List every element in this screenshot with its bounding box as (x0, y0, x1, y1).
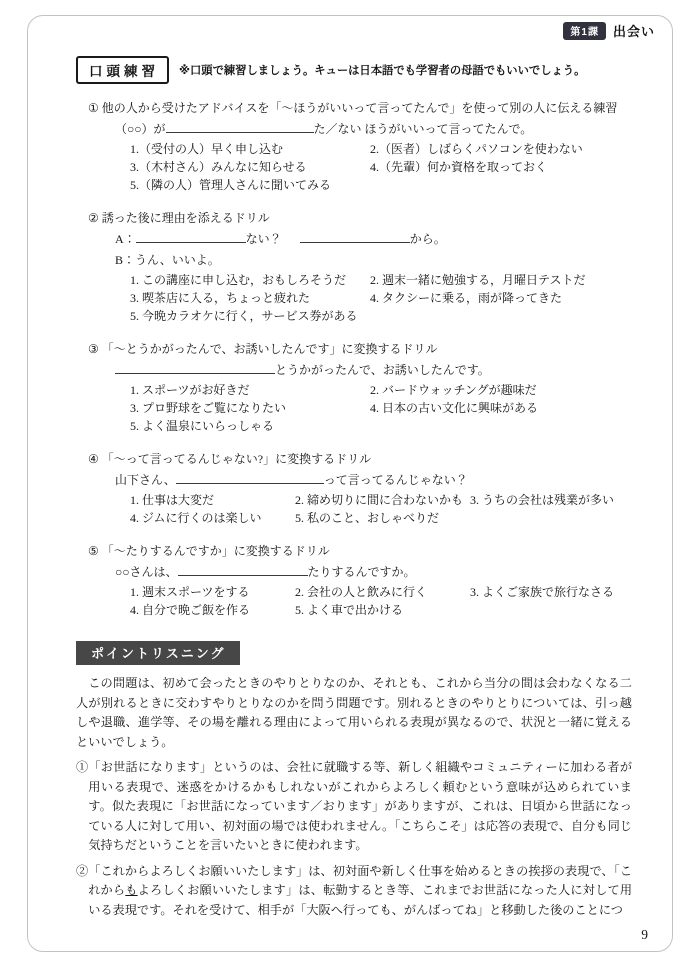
listening-paragraph-2 (76, 862, 632, 921)
listening-paragraph-1 (76, 758, 632, 856)
lesson-badge: 第1課 (563, 22, 606, 40)
cue-list (88, 491, 632, 527)
drill-number: ③ (88, 342, 99, 356)
drill-number: ④ (88, 452, 99, 466)
cue-row (130, 307, 632, 325)
cue: 1. 仕事は大変だ (130, 493, 215, 507)
drill-title: 「〜って言ってるんじゃない?」に変換するドリル (101, 452, 372, 466)
blank-line (166, 120, 314, 133)
page-number: 9 (641, 927, 648, 942)
cue: 1. この講座に申し込む，おもしろそうだ (130, 273, 347, 287)
example-text: から。 (409, 232, 446, 246)
drill-number: ① (88, 101, 99, 115)
cue: 4.（先輩）何か資格を取っておく (370, 160, 548, 174)
paragraph-text: 「お世話になります」というのは、会社に就職する等、新しく組織やコミュニティーに加わる者が用いる表現で、迷惑をかけるかもしれないがこれからよろしく頼むという意味が込められています。似た表現に「お世話になっています／おります」がありますが、これは、日頃から世話になっている人に対して用い、初対面の場では使われません。「こちらこそ」は応答の表現で、自分も同じ気持ちだということを言いたいときに使われます。 (88, 760, 633, 853)
cue: 5.（隣の人）管理人さんに聞いてみる (130, 178, 332, 192)
example-text: 山下さん、 (115, 473, 176, 487)
blank-line (136, 230, 246, 243)
drill-title-row (88, 340, 632, 358)
cue-row (130, 271, 632, 289)
drill-item-5 (76, 542, 632, 619)
example-line-b (88, 251, 632, 269)
cue-row (130, 509, 632, 527)
cue-list (88, 271, 632, 325)
cue: 2.（医者）しばらくパソコンを使わない (370, 142, 583, 156)
lesson-header (563, 21, 655, 40)
cue-row (130, 601, 632, 619)
blank-line (300, 230, 410, 243)
example-text: た／ない ほうがいいって言ってたんで。 (313, 122, 533, 136)
point-listening-heading: ポイントリスニング (76, 641, 240, 665)
cue: 2. 締め切りに間に合わないかも (295, 493, 464, 507)
point-listening-section (76, 641, 632, 920)
cue: 1.（受付の人）早く申し込む (130, 142, 284, 156)
example-line (88, 120, 632, 138)
cue-list (88, 381, 632, 435)
cue-row (130, 140, 632, 158)
cue: 5. 今晩カラオケに行く，サービス券がある (130, 309, 358, 323)
cue-row (130, 491, 632, 509)
drill-number: ② (88, 211, 99, 225)
page-content (76, 56, 632, 920)
drill-title: 他の人から受けたアドバイスを「〜ほうがいいって言ってたんで」を使って別の人に伝える練習 (101, 101, 618, 115)
cue: 4. ジムに行くのは楽しい (130, 511, 262, 525)
cue: 2. 会社の人と飲みに行く (295, 585, 428, 599)
lesson-title: 出会い (612, 24, 655, 39)
cue: 2. バードウォッチングが趣味だ (370, 383, 537, 397)
cue-row (130, 158, 632, 176)
oral-practice-header (76, 56, 632, 84)
drill-item-2 (76, 209, 632, 325)
cue: 4. 日本の古い文化に興味がある (370, 401, 539, 415)
cue-row (130, 289, 632, 307)
drill-number: ⑤ (88, 544, 99, 558)
oral-practice-heading: 口頭練習 (76, 56, 169, 84)
cue-list (88, 583, 632, 619)
cue-row (130, 176, 632, 194)
cue: 4. タクシーに乗る，雨が降ってきた (370, 291, 563, 305)
oral-practice-note: ※口頭で練習しましょう。キューは日本語でも学習者の母語でもいいでしょう。 (179, 65, 586, 77)
example-line (88, 361, 632, 379)
example-line-a (88, 230, 632, 248)
drill-item-4 (76, 450, 632, 527)
paragraph-number: ① (76, 760, 89, 775)
blank-line (178, 563, 308, 576)
paragraph-text: 「これからよろしくお願いいたします」は、初対面や新しく仕事を始めるときの挨拶の表現で、「これから (88, 863, 633, 898)
cue: 3. よくご家族で旅行なさる (470, 585, 615, 599)
cue-row (130, 583, 632, 601)
emphasized-text: も (125, 883, 138, 898)
cue: 1. 週末スポーツをする (130, 585, 250, 599)
example-text: とうかがったんで、お誘いしたんです。 (275, 363, 490, 377)
drill-item-3 (76, 340, 632, 435)
cue-row (130, 381, 632, 399)
cue: 3. プロ野球をご覧になりたい (130, 401, 287, 415)
cue: 2. 週末一緒に勉強する，月曜日テストだ (370, 273, 586, 287)
drill-item-1 (76, 99, 632, 194)
listening-intro-paragraph: この問題は、初めて会ったときのやりとりなのか、それとも、これから当分の間は会わなくなる二人が別れるときに交わすやりとりなのかを問う問題です。別れるときのやりとりについては、引っ越しや退職、進学等、その場を離れる理由によって用いられる表現が異なるので、状況と一緒に覚えるといいでしょう。 (76, 676, 632, 749)
example-line (88, 563, 632, 581)
drill-title-row (88, 99, 632, 117)
example-line (88, 471, 632, 489)
paragraph-text: よろしくお願いいたします」は、転勤するとき等、これまでお世話になった人に対して用いる表現です。それを受けて、相手が「大阪へ行っても、がんばってね」と移動した後のことにつ (88, 883, 633, 917)
cue-row (130, 417, 632, 435)
cue: 5. 私のこと、おしゃべりだ (295, 511, 440, 525)
cue: 4. 自分で晩ご飯を作る (130, 603, 251, 617)
example-text: たりするんですか。 (307, 565, 416, 579)
example-text: （○○）が (115, 122, 166, 136)
drill-title-row (88, 542, 632, 560)
cue: 3. 喫茶店に入る，ちょっと疲れた (130, 291, 311, 305)
cue: 1. スポーツがお好きだ (130, 383, 250, 397)
cue-row (130, 399, 632, 417)
example-text: A： (115, 232, 136, 246)
cue: 3.（木村さん）みんなに知らせる (130, 160, 307, 174)
drill-title-row (88, 450, 632, 468)
example-text: ○○さんは、 (115, 565, 178, 579)
cue: 5. よく温泉にいらっしゃる (130, 419, 275, 433)
example-text: って言ってるんじゃない？ (323, 473, 468, 487)
blank-line (115, 361, 275, 374)
drill-title-row (88, 209, 632, 227)
drill-title: 誘った後に理由を添えるドリル (101, 211, 270, 225)
drill-title: 「〜たりするんですか」に変換するドリル (101, 544, 330, 558)
cue-list (88, 140, 632, 194)
cue: 5. よく車で出かける (295, 603, 404, 617)
blank-line (176, 471, 324, 484)
drill-title: 「〜とうかがったんで、お誘いしたんです」に変換するドリル (101, 342, 438, 356)
example-text: ない？ (245, 232, 282, 246)
example-text: B：うん、いいよ。 (115, 253, 220, 267)
paragraph-number: ② (76, 863, 89, 878)
cue: 3. うちの会社は残業が多い (470, 493, 615, 507)
